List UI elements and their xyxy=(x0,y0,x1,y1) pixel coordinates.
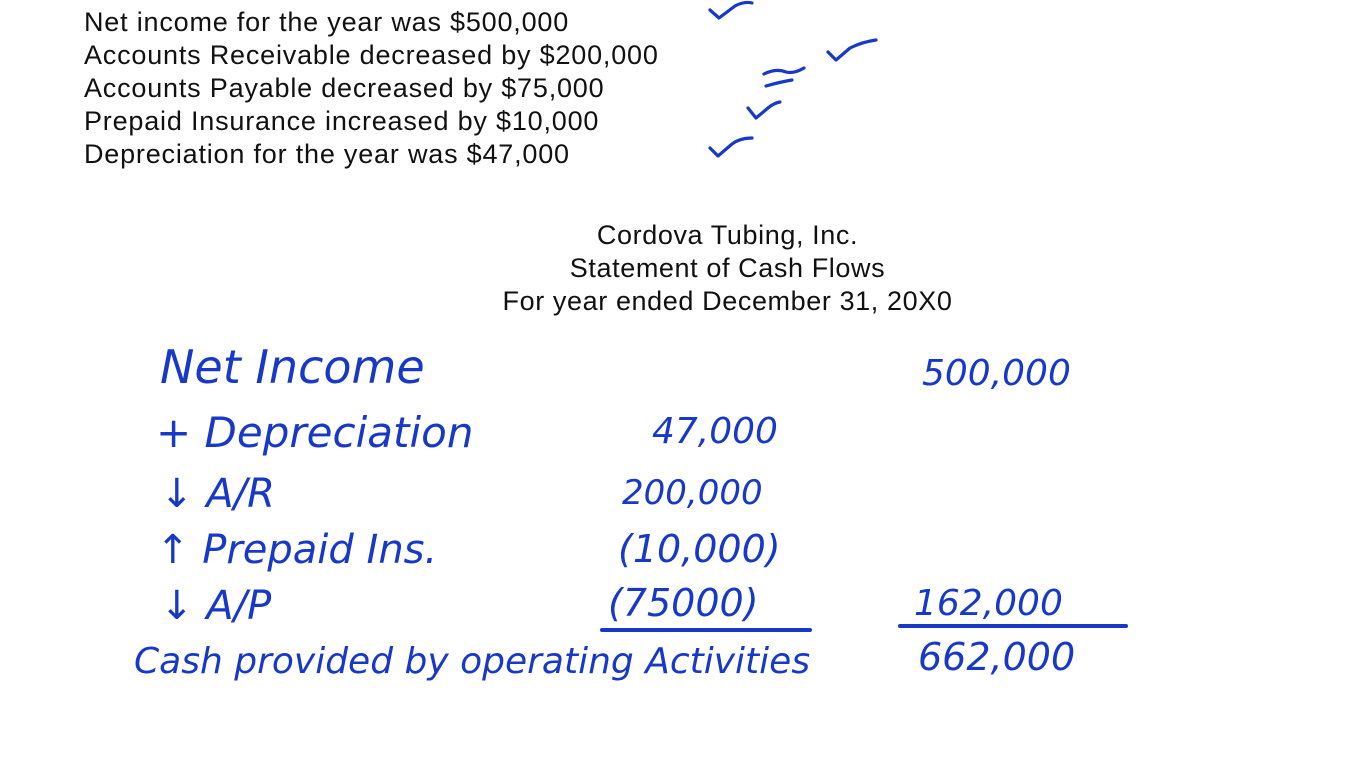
depreciation-label: + Depreciation xyxy=(156,408,474,457)
statement-period: For year ended December 31, 20X0 xyxy=(502,286,953,316)
net-income-label: Net Income xyxy=(160,340,425,394)
accounts-payable-amount: (75000) xyxy=(608,581,759,625)
accounts-receivable-label: ↓ A/R xyxy=(160,471,275,517)
adjustments-total: 162,000 xyxy=(914,583,1063,624)
accounts-payable-label: ↓ A/P xyxy=(160,583,272,629)
given-fact-net-income: Net income for the year was $500,000 xyxy=(84,7,570,37)
statement-title: Statement of Cash Flows xyxy=(569,253,886,283)
accounts-receivable-amount: 200,000 xyxy=(622,473,763,513)
given-fact-ar: Accounts Receivable decreased by $200,000 xyxy=(84,40,659,70)
cash-from-operations-total: 662,000 xyxy=(918,635,1076,679)
prepaid-insurance-amount: (10,000) xyxy=(618,527,781,571)
company-name: Cordova Tubing, Inc. xyxy=(596,220,859,250)
depreciation-amount: 47,000 xyxy=(652,411,778,452)
checkmark-icon xyxy=(762,64,814,86)
checkmark-icon xyxy=(708,136,760,158)
given-fact-ap: Accounts Payable decreased by $75,000 xyxy=(84,73,605,103)
checkmark-icon xyxy=(746,100,798,122)
prepaid-insurance-label: ↑ Prepaid Ins. xyxy=(156,527,438,573)
cash-from-operations-label: Cash provided by operating Activities xyxy=(134,641,811,682)
checkmark-icon xyxy=(708,0,760,22)
given-fact-prepaid: Prepaid Insurance increased by $10,000 xyxy=(84,106,600,136)
checkmark-icon xyxy=(826,38,878,60)
given-fact-depreciation: Depreciation for the year was $47,000 xyxy=(84,139,570,169)
total-underline xyxy=(898,624,1128,628)
subtotal-underline xyxy=(600,628,812,632)
net-income-amount: 500,000 xyxy=(922,353,1071,394)
